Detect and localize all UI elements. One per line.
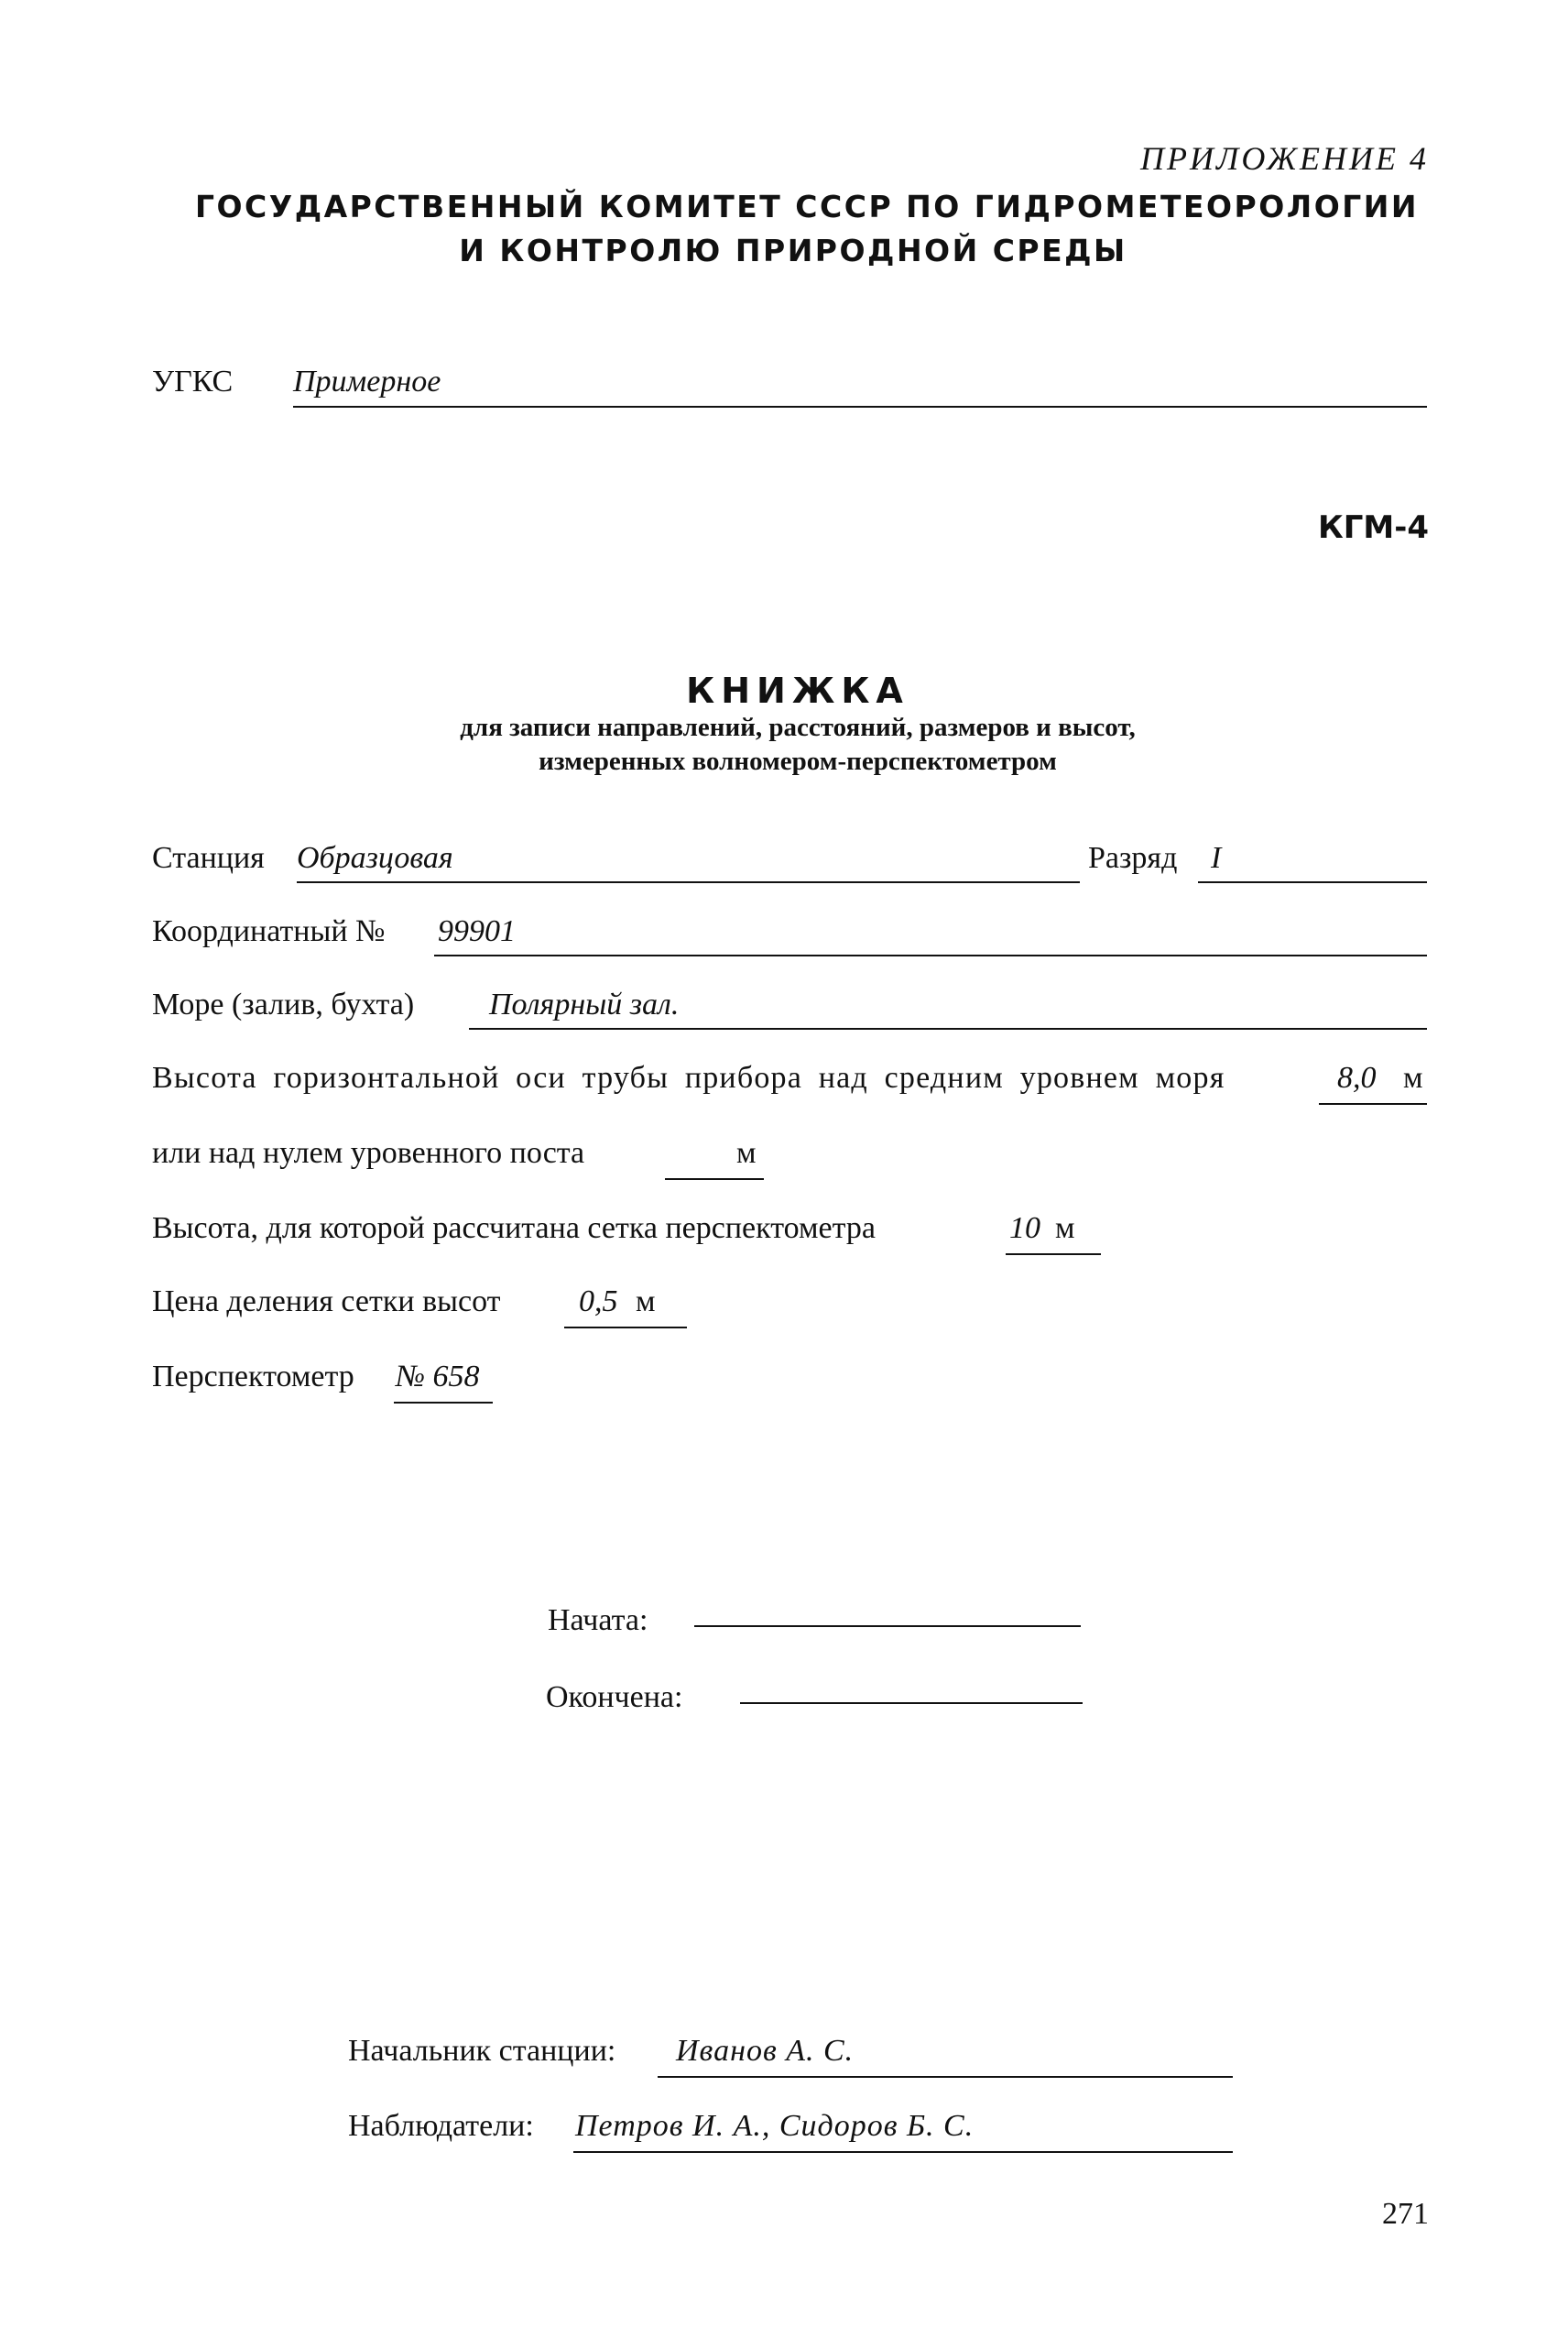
height-sea-label: Высота горизонтальной оси трубы прибора над средним уровнем моря (152, 1061, 1225, 1095)
coord-value[interactable]: 99901 (438, 914, 516, 948)
height-sea-unit: м (1403, 1061, 1423, 1095)
form-code: КГМ-4 (1317, 509, 1429, 546)
rank-underline (1198, 881, 1427, 883)
grid-height-underline (1006, 1253, 1101, 1255)
observers-label: Наблюдатели: (348, 2109, 534, 2143)
grid-step-unit: м (636, 1284, 656, 1318)
observers-underline (573, 2151, 1233, 2153)
grid-step-value[interactable]: 0,5 (579, 1284, 618, 1318)
chief-label: Начальник станции: (348, 2034, 616, 2068)
book-subtitle-line2: измеренных волномером-перспектометром (539, 747, 1057, 776)
sea-underline (469, 1028, 1427, 1030)
grid-height-unit: м (1055, 1211, 1075, 1245)
sea-label: Море (залив, бухта) (152, 988, 415, 1021)
grid-step-underline (564, 1327, 687, 1328)
grid-height-value[interactable]: 10 (1009, 1211, 1040, 1245)
page-number: 271 (1382, 2197, 1429, 2231)
finished-label: Окончена: (546, 1680, 683, 1714)
ugks-underline (293, 406, 1427, 408)
book-subtitle-line1: для записи направлений, расстояний, размеров и высот, (460, 713, 1136, 742)
height-post-underline (665, 1178, 764, 1180)
perspectometer-value[interactable]: № 658 (396, 1360, 480, 1393)
observers-value[interactable]: Петров И. А., Сидоров Б. С. (575, 2109, 975, 2143)
station-value[interactable]: Образцовая (297, 841, 453, 875)
ugks-value[interactable]: Примерное (293, 365, 441, 399)
ugks-label: УГКС (152, 365, 234, 399)
perspectometer-underline (394, 1402, 493, 1404)
coord-underline (434, 955, 1427, 956)
height-sea-underline (1319, 1103, 1427, 1105)
rank-value[interactable]: I (1211, 841, 1222, 875)
chief-value[interactable]: Иванов А. С. (676, 2034, 855, 2068)
height-post-unit: м (736, 1136, 757, 1170)
started-label: Начата: (548, 1603, 648, 1637)
org-title-line2: И КОНТРОЛЮ ПРИРОДНОЙ СРЕДЫ (459, 233, 1127, 268)
started-underline[interactable] (694, 1625, 1081, 1627)
grid-height-label: Высота, для которой рассчитана сетка перспектометра (152, 1211, 876, 1245)
book-title: КНИЖКА (686, 671, 909, 711)
station-underline (297, 881, 1080, 883)
org-title-line1: ГОСУДАРСТВЕННЫЙ КОМИТЕТ СССР ПО ГИДРОМЕТЕОРОЛОГИИ (194, 189, 1420, 224)
height-sea-value[interactable]: 8,0 (1337, 1061, 1377, 1095)
height-post-label: или над нулем уровенного поста (152, 1136, 585, 1170)
rank-label: Разряд (1088, 841, 1178, 875)
perspectometer-label: Перспектометр (152, 1360, 354, 1393)
finished-underline[interactable] (740, 1702, 1083, 1704)
coord-label: Координатный № (152, 914, 386, 948)
grid-step-label: Цена деления сетки высот (152, 1284, 501, 1318)
chief-underline (658, 2076, 1233, 2078)
sea-value[interactable]: Полярный зал. (489, 988, 680, 1021)
station-label: Станция (152, 841, 265, 875)
appendix-label: ПРИЛОЖЕНИЕ 4 (1140, 140, 1429, 177)
